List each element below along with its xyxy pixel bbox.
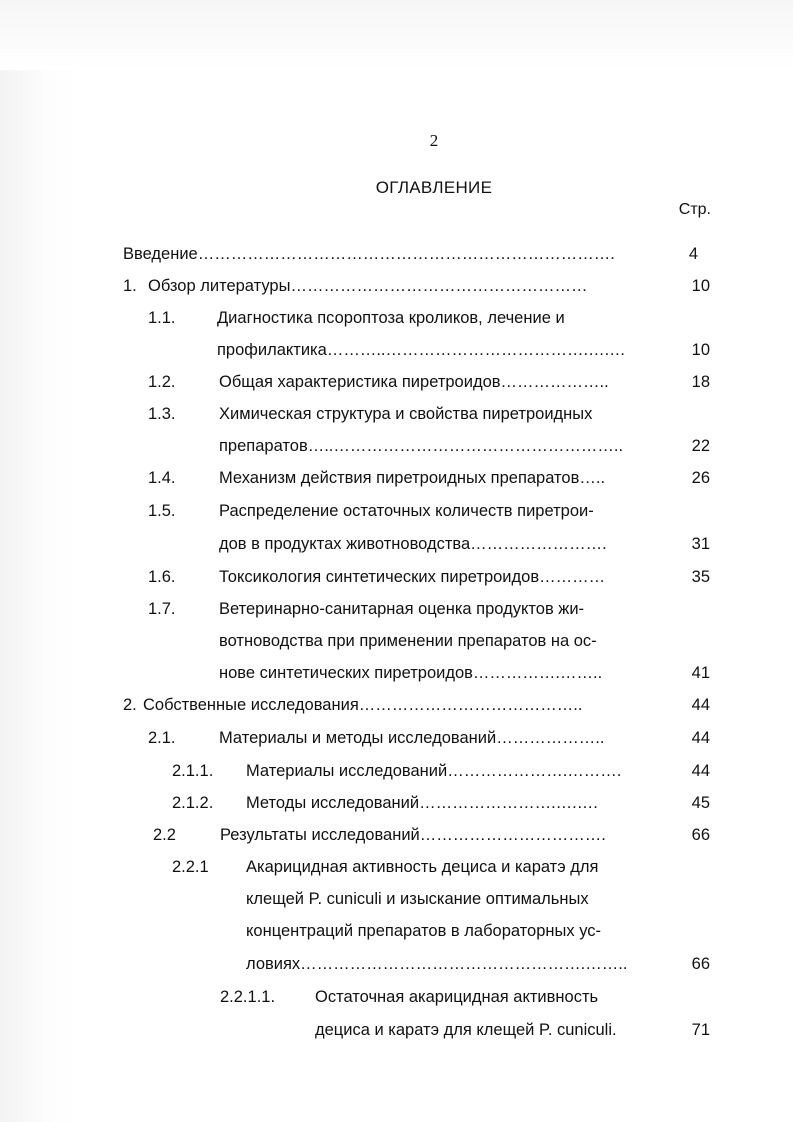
toc-entry-page: 45	[691, 794, 710, 812]
toc-entry-1-1-cont	[217, 339, 667, 361]
toc-entry-2-1-1	[172, 760, 668, 782]
toc-entry-2-1-2	[172, 792, 668, 814]
toc-entry-text: профилактика………..……………………………….….…	[217, 341, 626, 359]
toc-entry-text: Обзор литературы………………………………………………	[148, 277, 588, 295]
toc-entry-page: 26	[691, 469, 710, 487]
toc-entry-1-7-cont-1	[219, 630, 669, 652]
toc-entry-text: Диагностика псороптоза кроликов, лечение и	[217, 309, 565, 327]
toc-entry-text: Введение………………………………………………………………….	[123, 245, 615, 263]
toc-entry-number: 1.7.	[148, 600, 176, 618]
toc-entry-1-6	[148, 566, 668, 588]
toc-entry-text: клещей P. cuniculi и изыскание оптимальных	[246, 890, 589, 908]
toc-entry-page: 44	[691, 729, 710, 747]
toc-entry-1-4	[148, 467, 668, 489]
page-number: 2	[429, 131, 439, 150]
toc-entry-1-5	[148, 500, 668, 522]
toc-entry-1-7-cont-2	[219, 662, 669, 684]
toc-entry-text: Общая характеристика пиретроидов………………..	[219, 373, 609, 391]
toc-entry-page: 10	[691, 341, 710, 359]
toc-entry-text: Остаточная акарицидная активность	[315, 988, 599, 1006]
toc-entry-1-2	[148, 371, 668, 393]
toc-entry-1-1	[148, 307, 668, 329]
toc-entry-1-5-cont	[219, 533, 669, 555]
toc-entry-page: 22	[691, 437, 710, 455]
toc-entry-text: Материалы и методы исследований………………..	[219, 729, 605, 747]
toc-entry-number: 1.2.	[148, 373, 176, 391]
toc-entry-1	[123, 275, 668, 297]
toc-entry-text: Распределение остаточных количеств пиретрои-	[219, 502, 594, 520]
toc-entry-text: концентраций препаратов в лабораторных ус-	[246, 922, 602, 940]
page-title: ОГЛАВЛЕНИЕ	[375, 178, 493, 197]
toc-entry-1-3	[148, 403, 668, 425]
toc-entry-2-2-1-1	[220, 986, 668, 1008]
toc-entry-number: 2.1.2.	[172, 794, 214, 812]
toc-entry-page: 10	[691, 277, 710, 295]
toc-entry-page: 44	[691, 762, 710, 780]
toc-entry-number: 2.1.	[148, 729, 176, 747]
toc-entry-2-2-1	[172, 856, 668, 878]
toc-entry-2	[123, 694, 668, 716]
page-column-header: Стр.	[678, 201, 711, 218]
toc-entry-number: 2.	[123, 696, 137, 714]
toc-entry-2-2-1-cont-2	[246, 920, 668, 942]
toc-entry-text: Результаты исследований…………………………….	[220, 826, 606, 844]
toc-entry-number: 1.5.	[148, 502, 176, 520]
toc-entry-1-3-cont	[219, 435, 669, 457]
toc-entry-number: 2.1.1.	[172, 762, 214, 780]
toc-entry-text: дов в продуктах животноводства…………………….	[219, 535, 607, 553]
toc-entry-number: 1.	[123, 277, 137, 295]
toc-entry-number: 2.2	[153, 826, 176, 844]
toc-entry-text: препаратов…..……………………………………………..	[219, 437, 624, 455]
toc-entry-page: 44	[691, 696, 710, 714]
toc-entry-text: Материалы исследований………………….……….	[246, 762, 622, 780]
toc-entry-2-2-1-1-cont	[315, 1019, 668, 1041]
toc-entry-number: 1.4.	[148, 469, 176, 487]
toc-entry-text: Методы исследований…………………….….….	[246, 794, 598, 812]
toc-entry-text: Химическая структура и свойства пиретроидных	[219, 405, 593, 423]
toc-entry-text: Токсикология синтетических пиретроидов…………	[219, 568, 606, 586]
toc-entry-page: 41	[691, 664, 710, 682]
toc-entry-2-2-1-cont-1	[246, 888, 668, 910]
toc-entry-number: 1.6.	[148, 568, 176, 586]
toc-entry-text: Механизм действия пиретроидных препаратов…..	[219, 469, 606, 487]
scan-shadow-left	[0, 0, 80, 1122]
toc-entry-number: 2.2.1	[172, 858, 209, 876]
toc-entry-page: 66	[691, 955, 710, 973]
toc-entry-2-2-1-cont-3	[246, 953, 668, 975]
toc-entry-number: 2.2.1.1.	[220, 988, 276, 1006]
toc-entry-text: нове синтетических пиретроидов…………….……..	[219, 664, 603, 682]
toc-entry-page: 66	[691, 826, 710, 844]
toc-entry-text: Собственные исследования…………………………………..	[143, 696, 583, 714]
toc-entry-intro	[123, 243, 668, 265]
toc-entry-number: 1.3.	[148, 405, 176, 423]
toc-entry-text: Ветеринарно-санитарная оценка продуктов жи-	[219, 600, 585, 618]
toc-entry-text: Акарицидная активность дециса и каратэ для	[246, 858, 599, 876]
toc-entry-2-1	[148, 727, 668, 749]
toc-entry-text: ловиях…………………………………………….……..	[246, 955, 628, 973]
toc-entry-text: вотноводства при применении препаратов на ос-	[219, 632, 597, 650]
toc-entry-text: дециса и каратэ для клещей P. cuniculi.	[315, 1021, 617, 1039]
toc-entry-page: 71	[691, 1021, 710, 1039]
toc-entry-page: 31	[691, 535, 710, 553]
toc-entry-number: 1.1.	[148, 309, 176, 327]
toc-entry-2-2	[153, 824, 668, 846]
toc-entry-1-7	[148, 598, 668, 620]
scan-shadow-top	[0, 0, 793, 70]
toc-entry-page: 4	[688, 245, 698, 263]
toc-entry-page: 18	[691, 373, 710, 391]
toc-entry-page: 35	[691, 568, 710, 586]
